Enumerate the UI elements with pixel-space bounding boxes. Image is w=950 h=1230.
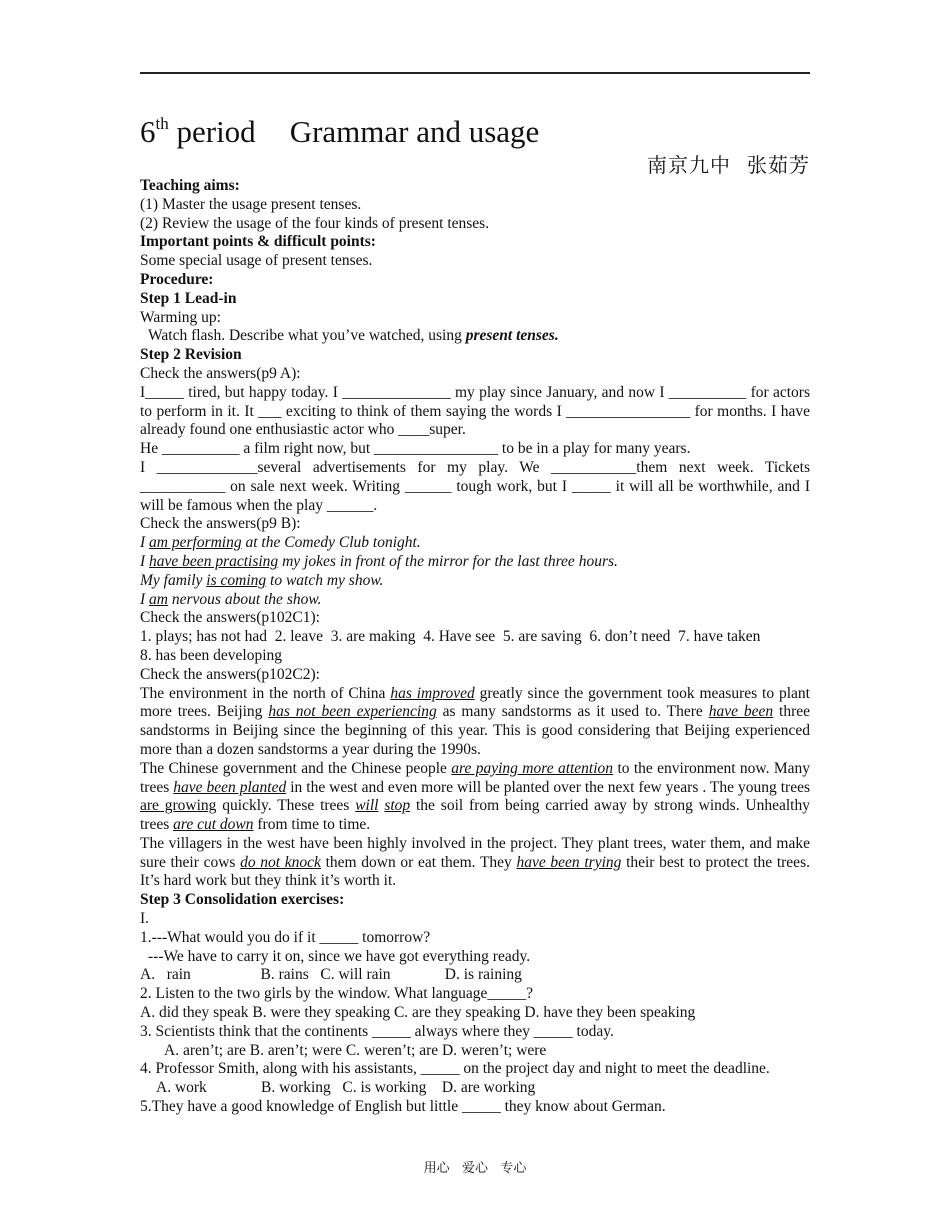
exercise-a-paragraph-3: I _____________several advertisements for my play. We ___________them next week. Tickets ___________ on sale next week. Writing ______ tough work, but I _____ it will all be worthwhile, and I will be famous when the play ______. [140,458,810,514]
step3-heading: Step 3 Consolidation exercises: [140,891,345,909]
question-5: 5.They have a good knowledge of English but little _____ they know about German. [140,1098,666,1116]
title-period-number: 6 [140,114,156,149]
check-a-label: Check the answers(p9 A): [140,364,301,382]
question-3: 3. Scientists think that the continents _____ always where they _____ today. [140,1022,614,1040]
question-4-options: A. work B. working C. is working D. are working [156,1079,536,1097]
step2-heading: Step 2 Revision [140,346,242,364]
title-ordinal-suffix: th [155,114,169,133]
question-1: 1.---What would you do if it _____ tomorrow? [140,928,431,946]
school-name: 南京九中 [647,153,731,177]
answers-c1-line-1: 1. plays; has not had 2. leave 3. are making 4. Have see 5. are saving 6. don’t need 7. have taken [140,628,761,646]
exercise-section-roman: I. [140,910,150,928]
answer-b-3: My family is coming to watch my show. [140,571,384,589]
author-line [647,152,810,178]
title-period-word: period [168,114,256,149]
answer-b-2-verb: have been practising [149,552,279,570]
aim-item-1: (1) Master the usage present tenses. [140,195,362,213]
check-c2-label: Check the answers(p102C2): [140,665,320,683]
key-points-heading: Important points & difficult points: [140,233,376,251]
question-3-options: A. aren’t; are B. aren’t; were C. weren’t; are D. weren’t; were [164,1041,547,1059]
answer-b-1-verb: am performing [149,534,242,552]
c2-paragraph-3: The villagers in the west have been highly involved in the project. They plant trees, water them, and make sure their cows do not knock them down or eat them. They have been trying their best to protect the trees. It’s hard work but they think it’s worth it. [140,834,810,890]
lead-in-instruction [140,327,810,346]
teaching-aims-heading: Teaching aims: [140,177,240,194]
procedure-heading: Procedure: [140,270,214,288]
aim-item-2: (2) Review the usage of the four kinds of present tenses. [140,214,490,232]
question-2-options: A. did they speak B. were they speaking C. are they speaking D. have they been speaking [140,1004,696,1022]
answer-b-3-verb: is coming [206,571,267,589]
answer-b-2: I have been practising my jokes in front of the mirror for the last three hours. [140,552,618,570]
key-points-text: Some special usage of present tenses. [140,252,373,270]
answer-b-4: I am nervous about the show. [140,590,322,608]
teacher-name: 张茹芳 [747,153,810,177]
document-body [140,177,810,1117]
warming-up-label: Warming up: [140,308,221,326]
lead-in-instruction-emphasis: present tenses. [465,327,559,345]
exercise-a-paragraph-1: I_____ tired, but happy today. I ______________ my play since January, and now I __________ for actors to perform in it. It ___ exciting to think of them saying the words I ________________ for months. I have already found one enthusiastic actor who ____super. [140,383,810,439]
check-b-label: Check the answers(p9 B): [140,515,301,533]
question-1-reply: ---We have to carry it on, since we have got everything ready. [148,947,531,965]
question-1-options: A. rain B. rains C. will rain D. is raining [140,966,522,984]
exercise-a-paragraph-2: He __________ a film right now, but ________________ to be in a play for many years. [140,440,691,458]
c2-paragraph-1: The environment in the north of China has improved greatly since the government took measures to plant more trees. Beijing has not been experiencing as many sandstorms as it used to. There have been three sandstorms in Beijing since the beginning of this year. This is good considering that Beijing experienced more than a dozen sandstorms a year during the 1990s. [140,684,811,758]
lead-in-instruction-text: Watch flash. Describe what you’ve watched, using [148,327,466,345]
title-topic: Grammar and usage [289,114,540,149]
page-title [140,112,539,152]
answer-b-1: I am performing at the Comedy Club tonight. [140,534,421,552]
question-2: 2. Listen to the two girls by the window. What language_____? [140,985,534,1003]
question-4: 4. Professor Smith, along with his assistants, _____ on the project day and night to meet the deadline. [140,1060,770,1078]
step1-heading: Step 1 Lead-in [140,289,237,307]
answer-b-4-verb: am [149,590,168,608]
check-c1-label: Check the answers(p102C1): [140,609,320,627]
answers-c1-line-2: 8. has been developing [140,646,283,664]
c2-paragraph-2: The Chinese government and the Chinese people are paying more attention to the environment now. Many trees have been planted in the west and even more will be planted over the next few years . The young trees are growing quickly. These trees will stop the soil from being carried away by strong winds. Unhealthy trees are cut down from time to time. [140,759,810,834]
page-footer: 用心 爱心 专心 [423,1161,527,1176]
top-rule [140,72,810,74]
